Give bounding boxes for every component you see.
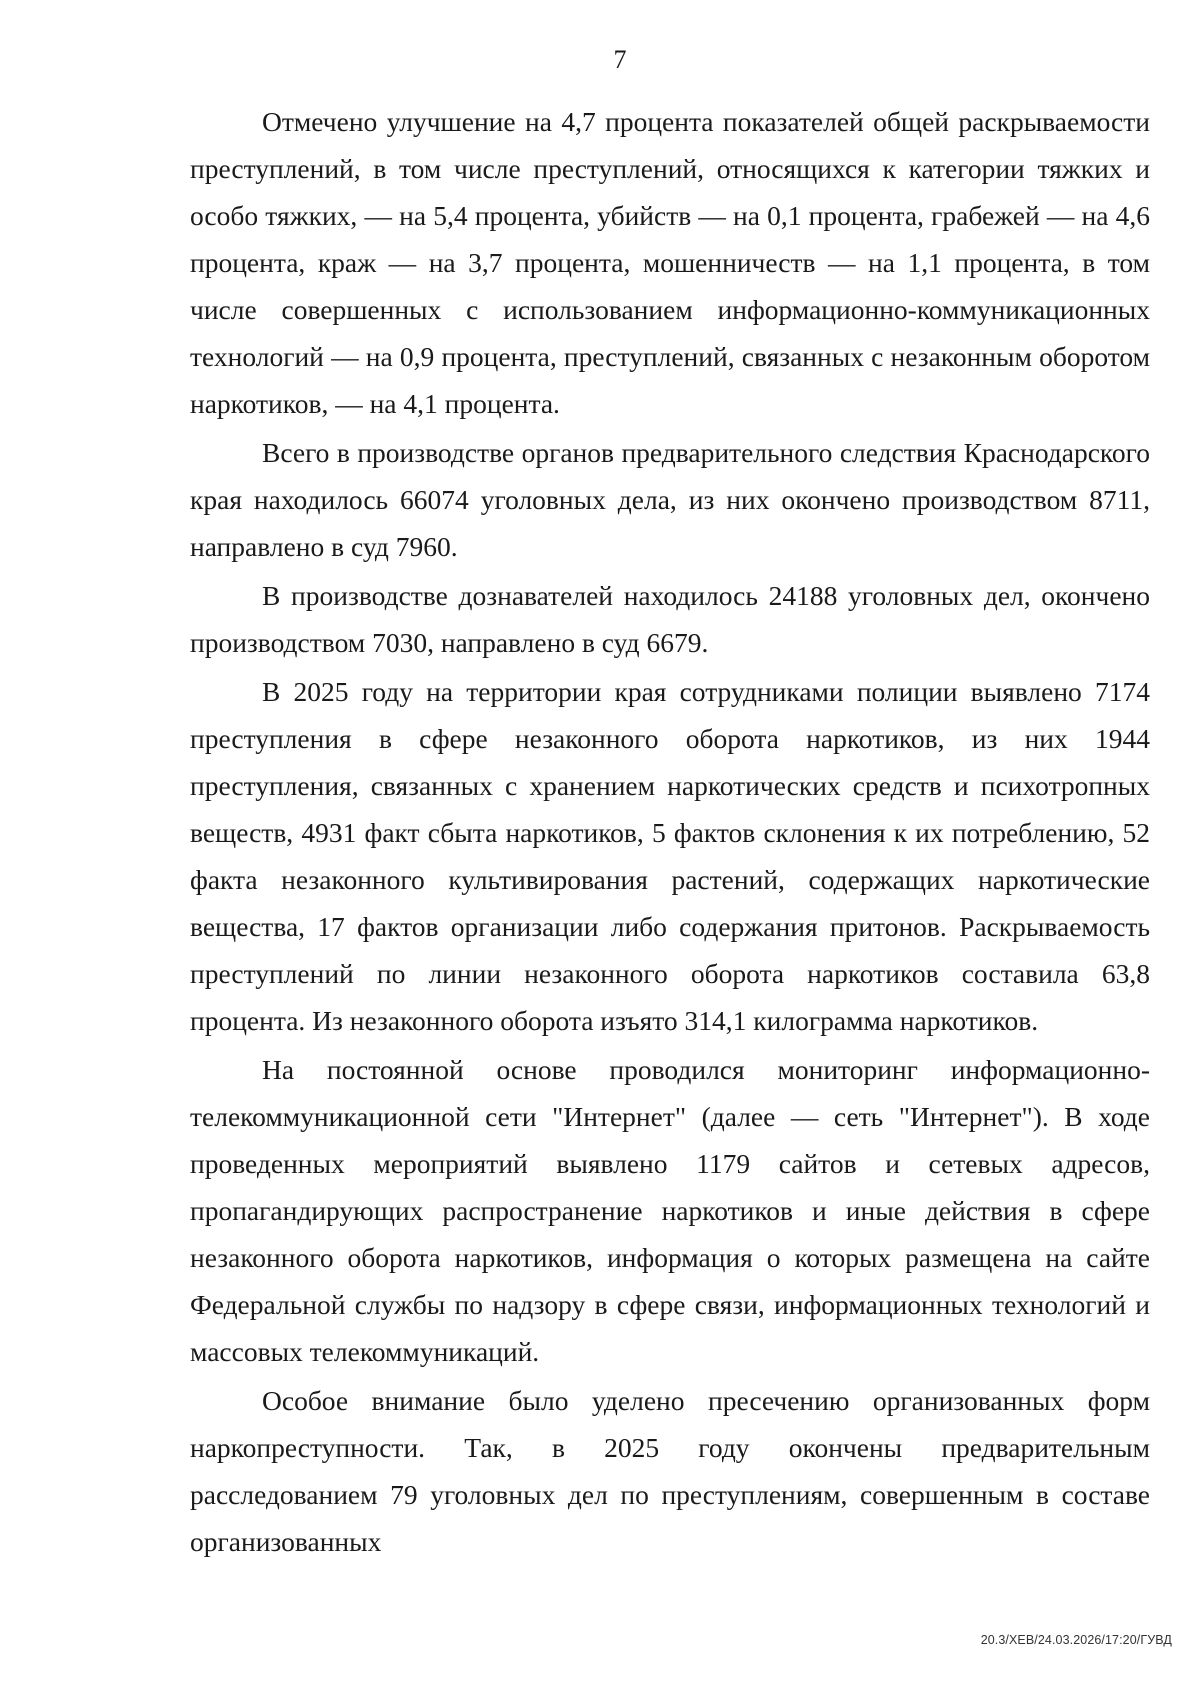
paragraph-drug-crimes: В 2025 году на территории края сотрудниками полиции выявлено 7174 преступления в сфере незаконного оборота наркотиков, из них 1944 преступления, связанных с хранением наркотических средств и психотропных веществ, 4931 факт сбыта наркотиков, 5 фактов склонения к их потреблению, 52 факта незаконного культивирования растений, содержащих наркотические вещества, 17 фактов организации либо содержания притонов. Раскрываемость преступлений по линии незаконного оборота наркотиков составила 63,8 процента. Из незаконного оборота изъято 314,1 килограмма наркотиков. <box>190 676 1150 1036</box>
paragraph-detection-rates: Отмечено улучшение на 4,7 процента показателей общей раскрываемости преступлений, в том числе преступлений, относящихся к категории тяжких и особо тяжких, — на 5,4 процента, убийств — на 0,1 процента, грабежей — на 4,6 процента, краж — на 3,7 процента, мошенничеств — на 1,1 процента, в том числе совершенных с использованием информационно-коммуникационных технологий — на 0,9 процента, преступлений, связанных с незаконным оборотом наркотиков, — на 4,1 процента. <box>190 106 1150 419</box>
page-number: 7 <box>613 45 627 74</box>
registration-stamp: 20.3/ХЕВ/24.03.2026/17:20/ГУВД <box>980 1633 1172 1647</box>
paragraph-internet-monitoring: На постоянной основе проводился мониторинг информационно-телекоммуникационной сети "Интернет" (далее — сеть "Интернет"). В ходе проведенных мероприятий выявлено 1179 сайтов и сетевых адресов, пропагандирующих распространение наркотиков и иные действия в сфере незаконного оборота наркотиков, информация о которых размещена на сайте Федеральной службы по надзору в сфере связи, информационных технологий и массовых телекоммуникаций. <box>190 1054 1150 1367</box>
paragraph-investigation-cases: Всего в производстве органов предварительного следствия Краснодарского края находилось 66074 уголовных дела, из них окончено производством 8711, направлено в суд 7960. <box>190 437 1150 562</box>
paragraph-inquiry-cases: В производстве дознавателей находилось 24188 уголовных дел, окончено производством 7030, направлено в суд 6679. <box>190 580 1150 658</box>
paragraph-organized-crime: Особое внимание было уделено пресечению организованных форм наркопреступности. Так, в 2025 году окончены предварительным расследованием 79 уголовных дел по преступлениям, совершенным в составе организованных <box>190 1385 1150 1557</box>
document-body <box>190 98 1150 1565</box>
